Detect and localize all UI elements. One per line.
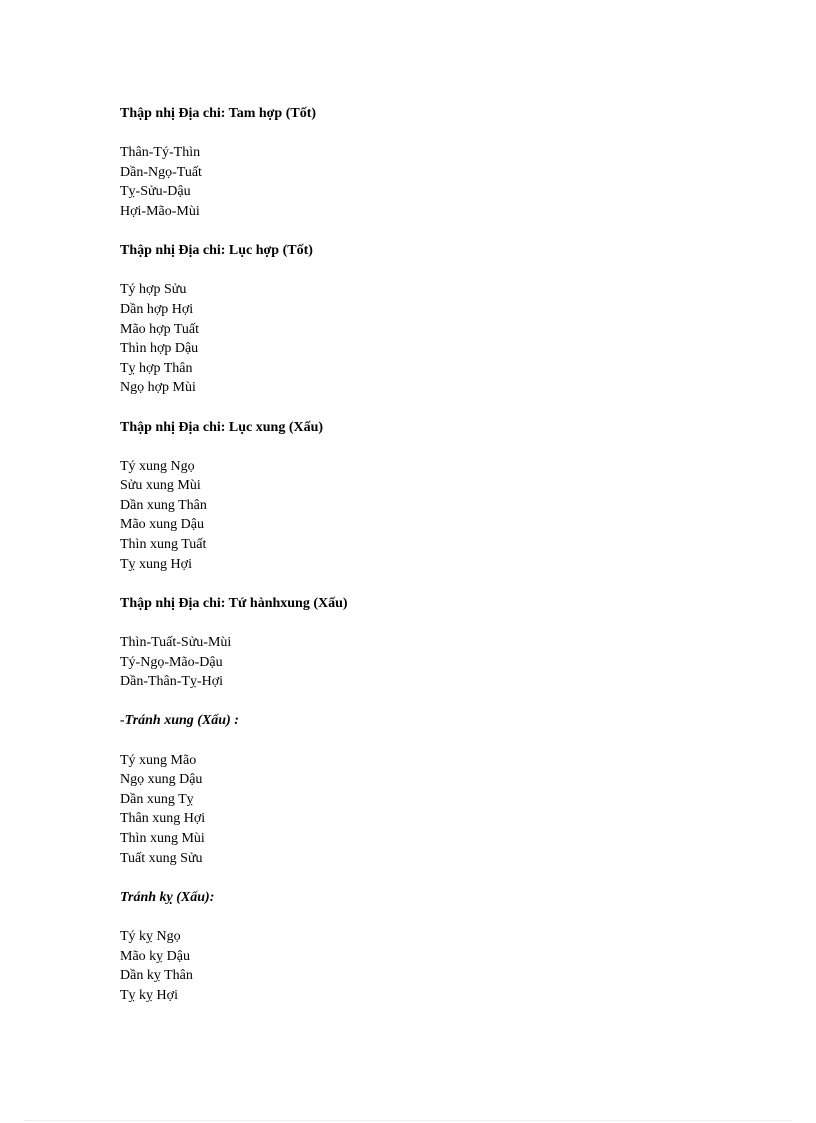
section-tu-hanh-xung bbox=[120, 594, 720, 712]
list-item: Dần hợp Hợi bbox=[120, 301, 194, 317]
list-item: Thìn-Tuất-Sửu-Mùi bbox=[120, 635, 232, 651]
section-tranh-xung bbox=[120, 711, 720, 887]
list-item: Tý-Ngọ-Mão-Dậu bbox=[120, 654, 223, 670]
section-heading: -Tránh xung (Xấu) : bbox=[120, 713, 239, 729]
document-page bbox=[120, 104, 720, 1005]
section-luc-xung bbox=[120, 418, 720, 594]
list-item: Mão kỵ Dậu bbox=[120, 948, 190, 964]
list-item: Thìn xung Tuất bbox=[120, 537, 207, 553]
list-item: Tý xung Ngọ bbox=[120, 458, 195, 474]
spacer bbox=[120, 574, 720, 594]
section-heading: Thập nhị Địa chi: Lục hợp (Tốt) bbox=[120, 243, 313, 259]
list-item: Dần-Thân-Tỵ-Hợi bbox=[120, 674, 224, 690]
section-heading: Thập nhị Địa chi: Tứ hànhxung (Xấu) bbox=[120, 595, 348, 611]
list-item: Thân xung Hợi bbox=[120, 811, 206, 827]
list-item: Thìn xung Mùi bbox=[120, 830, 205, 846]
list-item: Sửu xung Mùi bbox=[120, 478, 201, 494]
list-item: Ngọ xung Dậu bbox=[120, 772, 203, 788]
section-heading: Thập nhị Địa chi: Tam hợp (Tốt) bbox=[120, 106, 317, 121]
list-item: Dần xung Thân bbox=[120, 497, 207, 513]
list-item: Hợi-Mão-Mùi bbox=[120, 203, 200, 219]
spacer bbox=[120, 222, 720, 242]
list-item: Dần kỵ Thân bbox=[120, 968, 193, 984]
list-item: Tỵ xung Hợi bbox=[120, 556, 192, 572]
section-heading: Tránh kỵ (Xấu): bbox=[120, 889, 215, 905]
list-item: Mão xung Dậu bbox=[120, 517, 204, 533]
spacer bbox=[120, 692, 720, 712]
section-luc-hop bbox=[120, 241, 720, 417]
section-tam-hop bbox=[120, 104, 720, 241]
list-item: Thân-Tý-Thìn bbox=[120, 145, 201, 161]
list-item: Mão hợp Tuất bbox=[120, 321, 199, 337]
spacer bbox=[120, 398, 720, 418]
list-item: Tỵ-Sửu-Dậu bbox=[120, 184, 191, 200]
list-item: Dần-Ngọ-Tuất bbox=[120, 164, 202, 180]
section-tranh-ky bbox=[120, 888, 720, 1006]
list-item: Ngọ hợp Mùi bbox=[120, 380, 196, 396]
spacer bbox=[120, 868, 720, 888]
list-item: Tý kỵ Ngọ bbox=[120, 928, 181, 944]
list-item: Thìn hợp Dậu bbox=[120, 341, 199, 357]
list-item: Tỵ hợp Thân bbox=[120, 360, 193, 376]
page-bottom-divider bbox=[24, 1120, 792, 1121]
list-item: Tỵ kỵ Hợi bbox=[120, 987, 178, 1003]
section-heading: Thập nhị Địa chi: Lục xung (Xấu) bbox=[120, 419, 324, 435]
list-item: Tý hợp Sửu bbox=[120, 282, 187, 298]
list-item: Dần xung Tỵ bbox=[120, 791, 194, 807]
list-item: Tý xung Mão bbox=[120, 752, 197, 768]
list-item: Tuất xung Sửu bbox=[120, 850, 203, 866]
